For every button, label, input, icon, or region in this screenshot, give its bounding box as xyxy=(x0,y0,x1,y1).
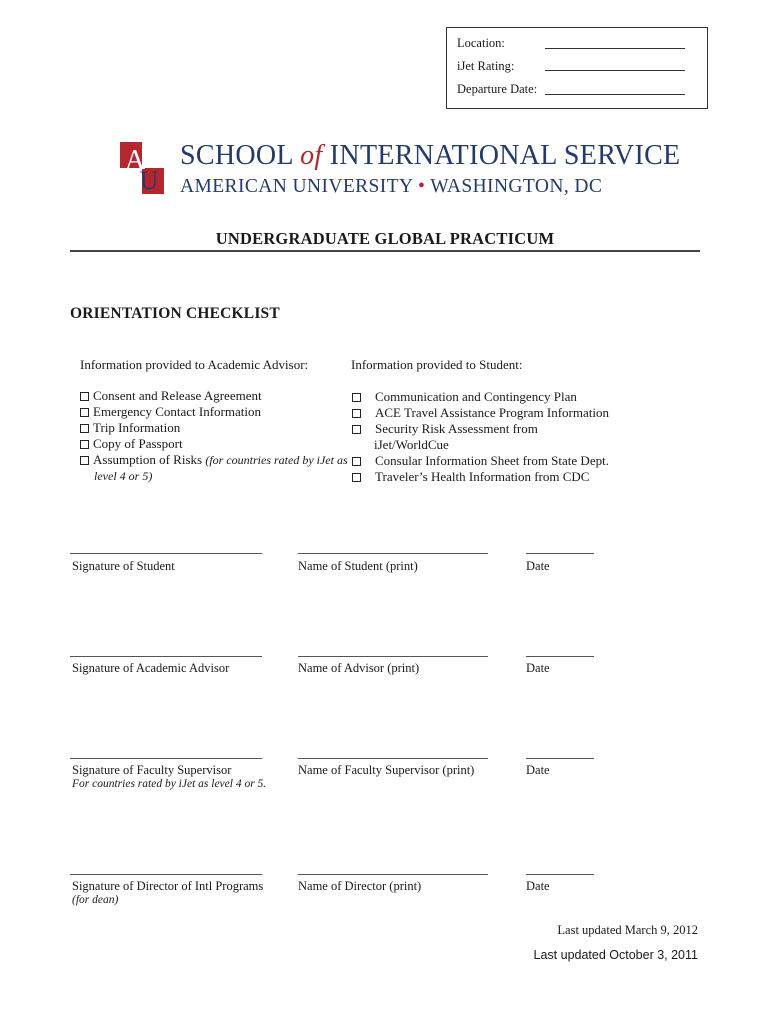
checklist-item-label: Emergency Contact Information xyxy=(93,404,261,419)
director-date-label: Date xyxy=(526,879,550,893)
section-title: ORIENTATION CHECKLIST xyxy=(70,305,280,322)
student-date-label: Date xyxy=(526,559,550,573)
checklist-item-label: Security Risk Assessment from xyxy=(375,421,538,436)
checkbox-icon[interactable] xyxy=(352,425,361,434)
last-updated-primary: Last updated March 9, 2012 xyxy=(557,923,698,937)
checklist-item[interactable] xyxy=(352,389,609,405)
supervisor-date-line[interactable] xyxy=(526,758,594,759)
checkbox-icon[interactable] xyxy=(352,473,361,482)
checklist-item-label: Assumption of Risks xyxy=(93,452,203,467)
advisor-date-label: Date xyxy=(526,661,550,675)
checklist-item[interactable] xyxy=(80,404,348,420)
advisor-checklist xyxy=(80,388,348,484)
supervisor-signature-line[interactable] xyxy=(70,758,262,759)
director-date-line[interactable] xyxy=(526,874,594,875)
location-field[interactable] xyxy=(545,48,685,49)
director-name-line[interactable] xyxy=(298,874,488,875)
advisor-name-label: Name of Advisor (print) xyxy=(298,661,420,675)
advisor-signature-line[interactable] xyxy=(70,656,262,657)
checkbox-icon[interactable] xyxy=(80,408,89,417)
supervisor-name-line[interactable] xyxy=(298,758,488,759)
checkbox-icon[interactable] xyxy=(80,440,89,449)
checkbox-icon[interactable] xyxy=(352,409,361,418)
supervisor-signature-label: Signature of Faculty Supervisor xyxy=(72,763,232,777)
logo-mark-u: U xyxy=(139,166,159,194)
title-divider xyxy=(70,250,700,252)
supervisor-name-label: Name of Faculty Supervisor (print) xyxy=(298,763,475,777)
checklist-item[interactable] xyxy=(80,452,348,468)
checklist-item-label: Communication and Contingency Plan xyxy=(375,389,577,404)
logo-intl-service: INTERNATIONAL SERVICE xyxy=(329,140,681,171)
checklist-item[interactable] xyxy=(80,436,348,452)
checklist-item-label: Consent and Release Agreement xyxy=(93,388,262,403)
checkbox-icon[interactable] xyxy=(80,424,89,433)
advisor-signature-label: Signature of Academic Advisor xyxy=(72,661,230,675)
risk-note-continued: level 4 or 5) xyxy=(94,469,153,483)
checklist-item-label: ACE Travel Assistance Program Information xyxy=(375,405,609,420)
logo-washington-dc: WASHINGTON, DC xyxy=(430,176,603,197)
departure-label: Departure Date: xyxy=(457,82,538,96)
director-name-label: Name of Director (print) xyxy=(298,879,422,893)
logo-university-name xyxy=(180,176,602,198)
student-checklist xyxy=(352,389,609,485)
logo-of-word: of xyxy=(300,140,323,171)
logo-mark-a: A xyxy=(124,145,146,176)
logo-school-word: SCHOOL xyxy=(180,140,293,171)
checklist-item[interactable] xyxy=(80,420,348,436)
checklist-item[interactable] xyxy=(352,453,609,469)
rating-field[interactable] xyxy=(545,70,685,71)
advisor-column-heading: Information provided to Academic Advisor: xyxy=(80,357,309,372)
student-column-heading: Information provided to Student: xyxy=(351,357,523,372)
departure-field[interactable] xyxy=(545,94,685,95)
student-signature-line[interactable] xyxy=(70,553,262,554)
director-signature-line[interactable] xyxy=(70,874,262,875)
checklist-item-label: Copy of Passport xyxy=(93,436,183,451)
checklist-item[interactable] xyxy=(352,405,609,421)
student-date-line[interactable] xyxy=(526,553,594,554)
page-title: UNDERGRADUATE GLOBAL PRACTICUM xyxy=(215,229,555,248)
last-updated-secondary: Last updated October 3, 2011 xyxy=(533,948,698,962)
checkbox-icon[interactable] xyxy=(80,456,89,465)
security-source-continued: iJet/WorldCue xyxy=(374,437,449,452)
director-signature-label: Signature of Director of Intl Programs xyxy=(72,879,264,893)
checkbox-icon[interactable] xyxy=(80,392,89,401)
logo-bullet: • xyxy=(418,176,426,197)
checklist-item-label: Consular Information Sheet from State Dept. xyxy=(375,453,609,468)
student-name-label: Name of Student (print) xyxy=(298,559,418,573)
student-signature-label: Signature of Student xyxy=(72,559,175,573)
checklist-item[interactable] xyxy=(352,469,609,485)
supervisor-note: For countries rated by iJet as level 4 or 5. xyxy=(72,778,267,790)
checklist-item-label: Traveler’s Health Information from CDC xyxy=(375,469,590,484)
supervisor-date-label: Date xyxy=(526,763,550,777)
checklist-item-label: Trip Information xyxy=(93,420,181,435)
trip-info-box xyxy=(446,27,708,109)
director-note: (for dean) xyxy=(72,894,119,906)
student-name-line[interactable] xyxy=(298,553,488,554)
advisor-date-line[interactable] xyxy=(526,656,594,657)
checklist-item[interactable] xyxy=(80,388,348,404)
location-label: Location: xyxy=(457,36,505,50)
risk-note: (for countries rated by iJet as xyxy=(205,453,348,467)
checkbox-icon[interactable] xyxy=(352,457,361,466)
rating-label: iJet Rating: xyxy=(457,59,515,73)
au-logo-icon xyxy=(120,142,164,194)
advisor-name-line[interactable] xyxy=(298,656,488,657)
checkbox-icon[interactable] xyxy=(352,393,361,402)
checklist-item[interactable] xyxy=(352,421,609,437)
logo-school-name xyxy=(180,140,680,172)
logo-american-university: AMERICAN UNIVERSITY xyxy=(180,176,413,197)
